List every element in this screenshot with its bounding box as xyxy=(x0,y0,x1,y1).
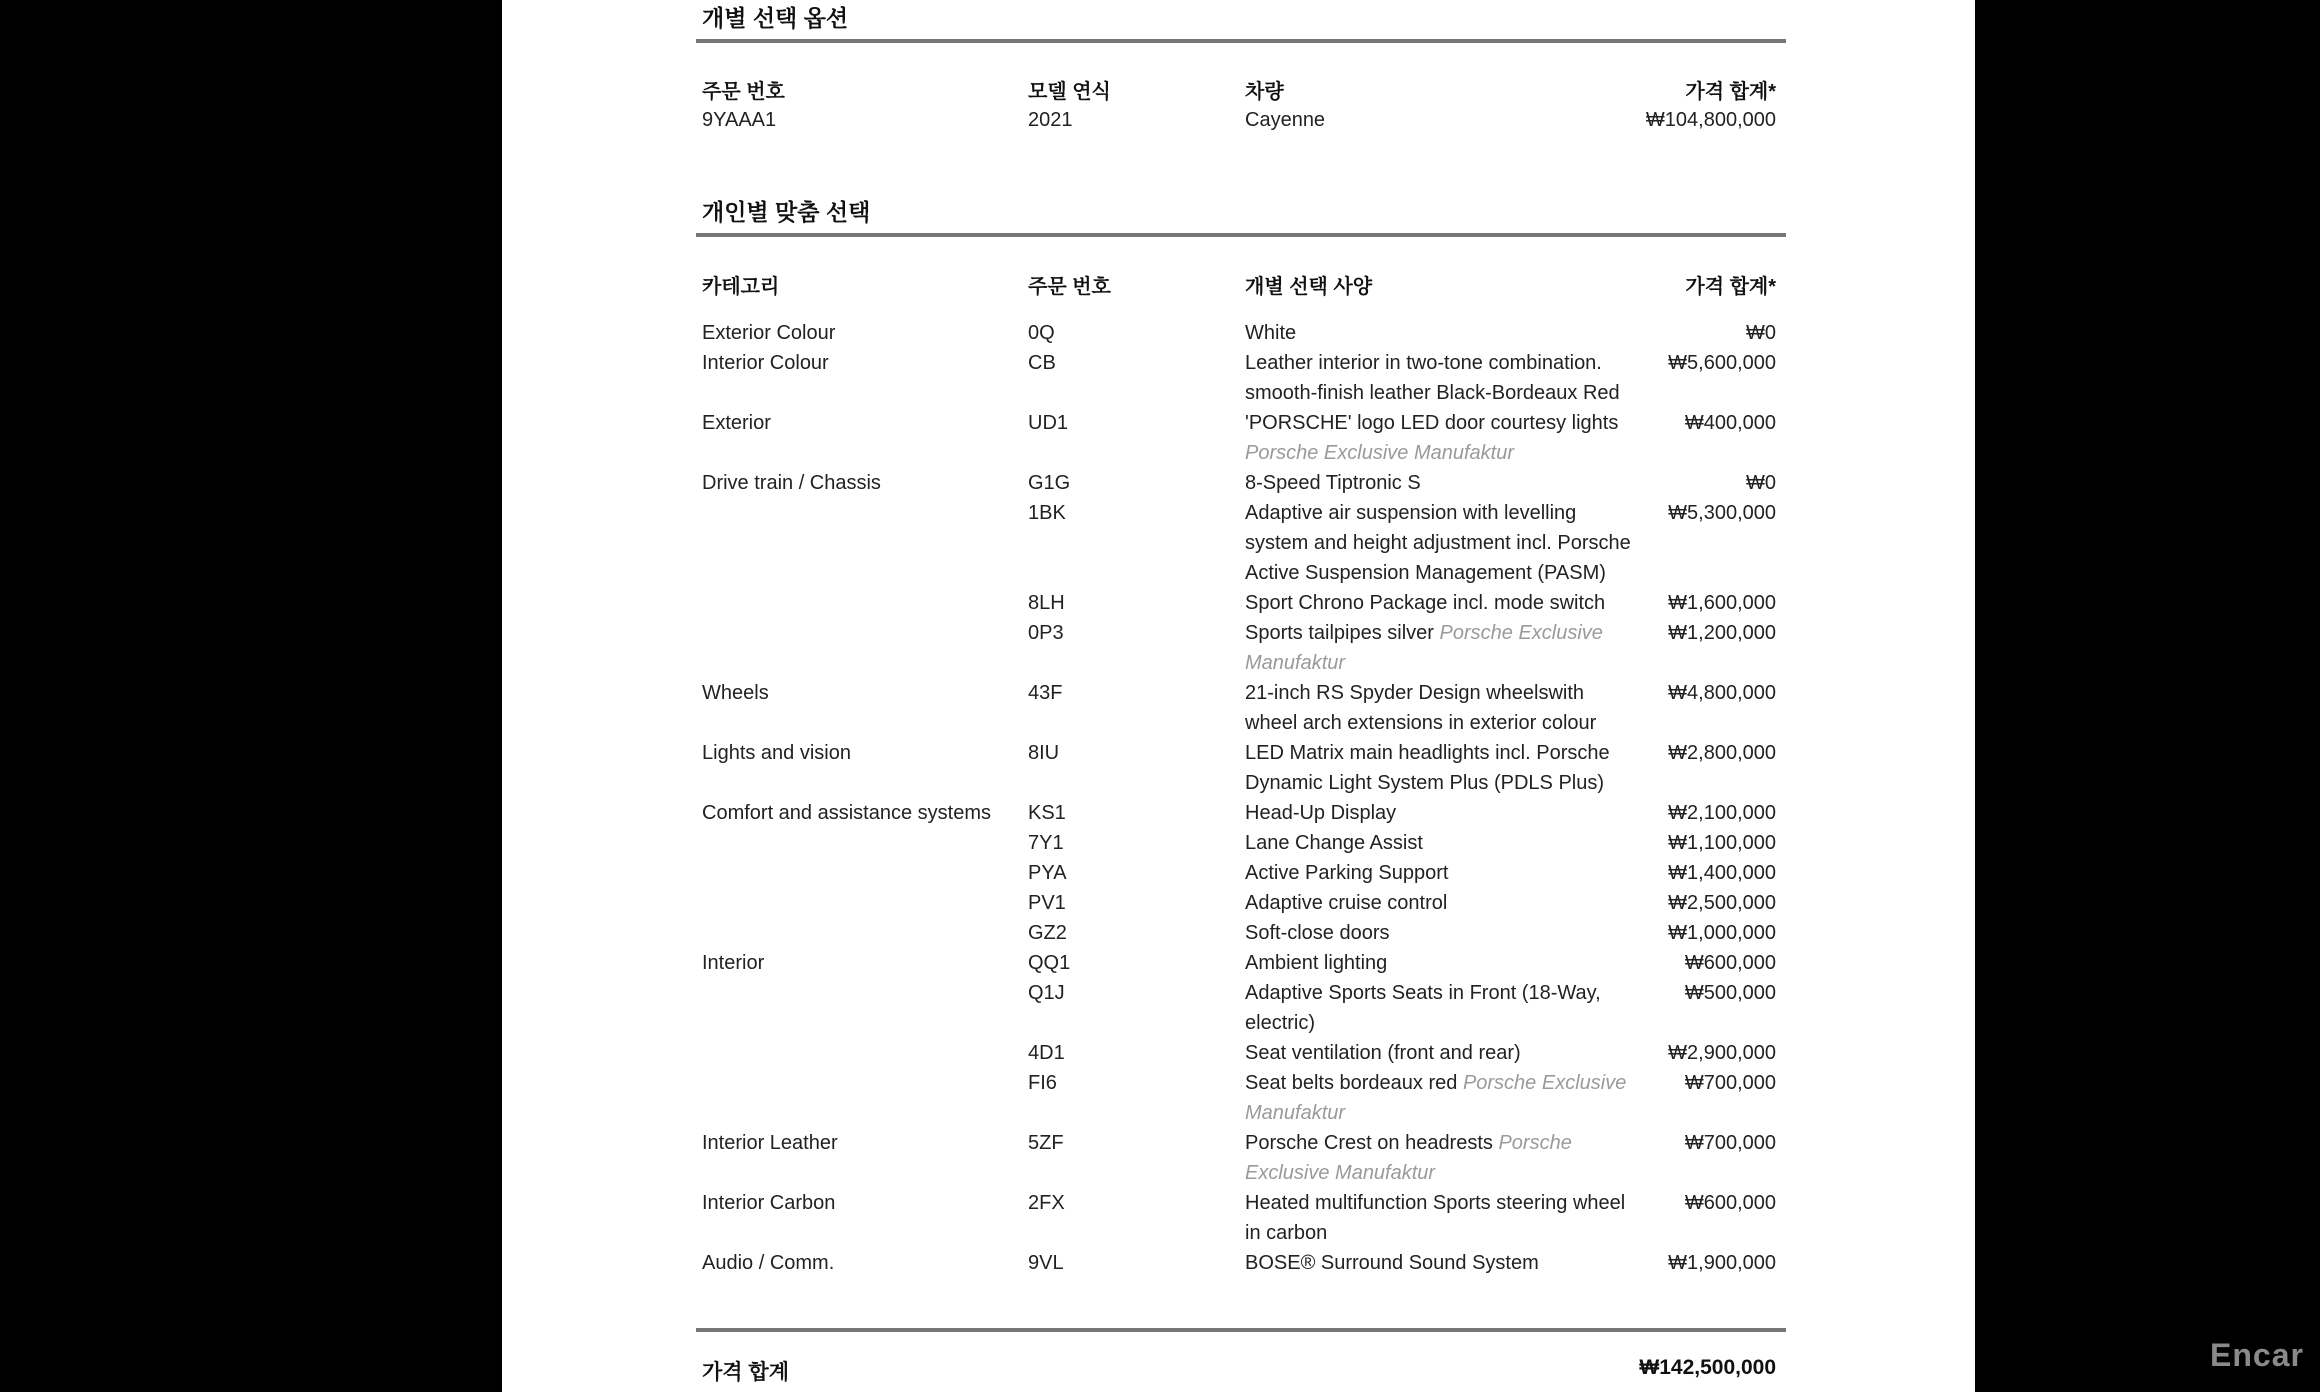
option-price: ₩2,500,000 xyxy=(1668,892,1776,914)
option-spec-text: Seat ventilation (front and rear) xyxy=(1245,1042,1521,1064)
option-spec-text: Ambient lighting xyxy=(1245,952,1388,974)
option-spec-text: Adaptive Sports Seats in Front (18-Way, electric) xyxy=(1245,982,1601,1034)
option-code: 7Y1 xyxy=(1028,832,1064,854)
option-category: Audio / Comm. xyxy=(702,1252,835,1274)
option-code: 43F xyxy=(1028,682,1063,704)
option-category: Exterior Colour xyxy=(702,322,836,344)
model-order-no: 9YAAA1 xyxy=(702,109,777,131)
option-price: ₩4,800,000 xyxy=(1668,682,1776,704)
option-category: Interior xyxy=(702,952,765,974)
option-price: ₩600,000 xyxy=(1684,1192,1776,1214)
header-vehicle: 차량 xyxy=(1245,81,1284,103)
option-price: ₩2,900,000 xyxy=(1668,1042,1776,1064)
option-spec-text: 21-inch RS Spyder Design wheelswith wheel arch extensions in exterior colour xyxy=(1245,682,1597,734)
option-code: 4D1 xyxy=(1028,1042,1065,1064)
option-code: QQ1 xyxy=(1028,952,1071,974)
option-code: PV1 xyxy=(1028,892,1066,914)
option-price: ₩700,000 xyxy=(1684,1072,1776,1094)
option-price: ₩0 xyxy=(1746,472,1776,494)
option-spec-text: 'PORSCHE' logo LED door courtesy lights xyxy=(1245,412,1619,434)
option-price: ₩2,100,000 xyxy=(1668,802,1776,824)
option-category: Interior Carbon xyxy=(702,1192,836,1214)
option-price: ₩1,000,000 xyxy=(1668,922,1776,944)
option-category: Comfort and assistance systems xyxy=(702,802,991,824)
option-spec-text: Porsche Crest on headrests xyxy=(1245,1132,1493,1154)
option-code: UD1 xyxy=(1028,412,1069,434)
option-code: CB xyxy=(1028,352,1056,374)
option-code: 8IU xyxy=(1028,742,1060,764)
option-spec-text: Adaptive air suspension with levelling system and height adjustment incl. Porsche Active Suspension Management (PASM) xyxy=(1245,502,1631,584)
option-code: 5ZF xyxy=(1028,1132,1064,1154)
option-code: 1BK xyxy=(1028,502,1066,524)
exclusive-manufaktur-note: Porsche Exclusive Manufaktur xyxy=(1245,442,1515,464)
option-spec-text: Sport Chrono Package incl. mode switch xyxy=(1245,592,1606,614)
option-price: ₩1,900,000 xyxy=(1668,1252,1776,1274)
option-category: Interior Leather xyxy=(702,1132,838,1154)
option-category: Drive train / Chassis xyxy=(702,472,881,494)
option-code: Q1J xyxy=(1028,982,1065,1004)
option-code: G1G xyxy=(1028,472,1071,494)
header-option-code: 주문 번호 xyxy=(1028,276,1111,298)
option-price: ₩1,400,000 xyxy=(1668,862,1776,884)
exclusive-manufaktur-note: Porsche Exclusive Manufaktur xyxy=(1245,1072,1627,1124)
option-price: ₩1,100,000 xyxy=(1668,832,1776,854)
section-title-individual-options: 개별 선택 옵션 xyxy=(702,5,849,31)
option-price: ₩0 xyxy=(1746,322,1776,344)
option-spec-text: Leather interior in two-tone combination. smooth-finish leather Black-Bordeaux Red xyxy=(1245,352,1620,404)
option-code: 0P3 xyxy=(1028,622,1064,644)
exclusive-manufaktur-note: Porsche Exclusive Manufaktur xyxy=(1245,622,1603,674)
header-model-year: 모델 연식 xyxy=(1028,81,1111,103)
option-spec-text: Seat belts bordeaux red xyxy=(1245,1072,1458,1094)
section-divider xyxy=(696,39,1786,43)
option-code: FI6 xyxy=(1028,1072,1057,1094)
header-price-total: 가격 합계* xyxy=(1685,81,1776,103)
header-option-price: 가격 합계* xyxy=(1685,276,1776,298)
option-spec-text: Heated multifunction Sports steering wheel in carbon xyxy=(1245,1192,1626,1244)
header-category: 카테고리 xyxy=(702,276,780,298)
option-code: 2FX xyxy=(1028,1192,1065,1214)
option-spec-text: 8-Speed Tiptronic S xyxy=(1245,472,1421,494)
option-category: Interior Colour xyxy=(702,352,829,374)
base-price: ₩104,800,000 xyxy=(1645,109,1776,131)
encar-watermark: Encar xyxy=(2210,1337,2304,1373)
exclusive-manufaktur-note: Porsche Exclusive Manufaktur xyxy=(1245,1132,1572,1184)
option-spec-text: Sports tailpipes silver xyxy=(1245,622,1434,644)
option-price: ₩1,600,000 xyxy=(1668,592,1776,614)
option-code: PYA xyxy=(1028,862,1067,884)
option-spec-text: White xyxy=(1245,322,1297,344)
option-price: ₩2,800,000 xyxy=(1668,742,1776,764)
total-label: 가격 합계 xyxy=(702,1361,789,1384)
option-price: ₩5,300,000 xyxy=(1668,502,1776,524)
document-page xyxy=(502,0,1975,1392)
option-category: Exterior xyxy=(702,412,771,434)
header-option-spec: 개별 선택 사양 xyxy=(1245,276,1373,298)
total-divider xyxy=(696,1328,1786,1332)
option-spec-text: LED Matrix main headlights incl. Porsche Dynamic Light System Plus (PDLS Plus) xyxy=(1245,742,1610,794)
option-spec-text: Soft-close doors xyxy=(1245,922,1390,944)
option-category: Wheels xyxy=(702,682,769,704)
option-category: Lights and vision xyxy=(702,742,851,764)
option-price: ₩600,000 xyxy=(1684,952,1776,974)
option-spec-text: Adaptive cruise control xyxy=(1245,892,1448,914)
section-divider xyxy=(696,233,1786,237)
model-year: 2021 xyxy=(1028,109,1073,131)
option-spec-text: Head-Up Display xyxy=(1245,802,1397,824)
option-code: 9VL xyxy=(1028,1252,1064,1274)
total-value: ₩142,500,000 xyxy=(1639,1356,1776,1379)
section-title-personalization: 개인별 맞춤 선택 xyxy=(702,199,871,225)
header-order-no: 주문 번호 xyxy=(702,81,785,103)
option-code: GZ2 xyxy=(1028,922,1067,944)
option-price: ₩5,600,000 xyxy=(1668,352,1776,374)
option-price: ₩500,000 xyxy=(1684,982,1776,1004)
option-spec-text: Lane Change Assist xyxy=(1245,832,1423,854)
option-price: ₩1,200,000 xyxy=(1668,622,1776,644)
option-spec-text: Active Parking Support xyxy=(1245,862,1449,884)
option-code: 0Q xyxy=(1028,322,1055,344)
option-price: ₩700,000 xyxy=(1684,1132,1776,1154)
vehicle-name: Cayenne xyxy=(1245,109,1326,131)
option-price: ₩400,000 xyxy=(1684,412,1776,434)
option-code: KS1 xyxy=(1028,802,1066,824)
option-code: 8LH xyxy=(1028,592,1065,614)
option-spec-text: BOSE® Surround Sound System xyxy=(1245,1252,1539,1274)
